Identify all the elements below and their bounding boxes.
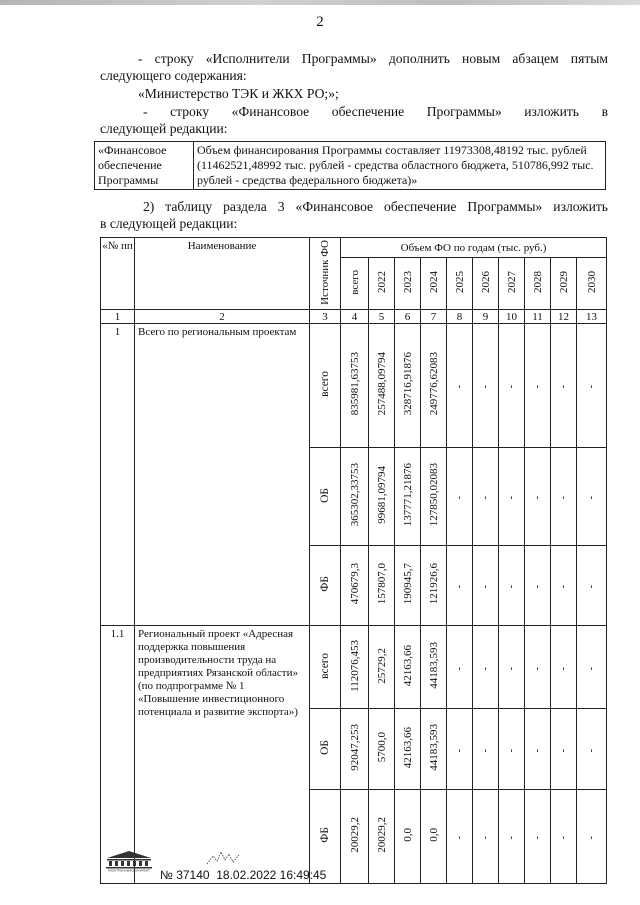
empty-year-cell: - bbox=[473, 448, 499, 546]
empty-year-cell: - bbox=[499, 324, 525, 448]
header-year: 2024 bbox=[421, 258, 447, 310]
empty-year-cell: - bbox=[473, 790, 499, 884]
paragraph-executors-line2: следующего содержания: bbox=[100, 68, 247, 83]
header-num: «№ пп bbox=[101, 238, 135, 310]
scan-top-edge bbox=[0, 0, 640, 5]
header-volume: Объем ФО по годам (тыс. руб.) bbox=[341, 238, 607, 258]
empty-year-cell: - bbox=[577, 448, 607, 546]
year-2023-cell: 137771,21876 bbox=[395, 448, 421, 546]
empty-year-cell: - bbox=[525, 626, 551, 709]
paragraph-finance-line2: следующей редакции: bbox=[100, 121, 228, 136]
total-cell: 835981,63753 bbox=[341, 324, 369, 448]
empty-year-cell: - bbox=[577, 709, 607, 790]
empty-year-cell: - bbox=[525, 546, 551, 626]
col-number: 5 bbox=[369, 310, 395, 324]
total-cell: 20029,2 bbox=[341, 790, 369, 884]
source-cell: ФБ bbox=[310, 546, 341, 626]
year-2023-cell: 328716,91876 bbox=[395, 324, 421, 448]
year-2024-cell: 44183,593 bbox=[421, 709, 447, 790]
financing-table bbox=[100, 237, 607, 884]
source-cell: ОБ bbox=[310, 709, 341, 790]
col-number: 3 bbox=[310, 310, 341, 324]
header-year: 2026 bbox=[473, 258, 499, 310]
empty-year-cell: - bbox=[525, 790, 551, 884]
row-number: 1 bbox=[101, 324, 135, 626]
empty-year-cell: - bbox=[499, 709, 525, 790]
col-number: 1 bbox=[101, 310, 135, 324]
svg-text:ЕЛЕКТРОННЫЙ ДОКУМЕНТ: ЕЛЕКТРОННЫЙ ДОКУМЕНТ bbox=[108, 868, 150, 872]
registration-number: № 37140 bbox=[160, 868, 210, 882]
col-number: 6 bbox=[395, 310, 421, 324]
year-2023-cell: 190945,7 bbox=[395, 546, 421, 626]
year-2022-cell: 20029,2 bbox=[369, 790, 395, 884]
total-cell: 112076,453 bbox=[341, 626, 369, 709]
header-year: 2028 bbox=[525, 258, 551, 310]
col-number: 2 bbox=[135, 310, 310, 324]
year-2022-cell: 99681,09794 bbox=[369, 448, 395, 546]
source-cell: ФБ bbox=[310, 790, 341, 884]
column-number-row bbox=[101, 310, 607, 324]
paragraph-executors-line1: - строку «Исполнители Программы» дополнить новым абзацем пятым bbox=[138, 51, 608, 66]
year-2024-cell: 0,0 bbox=[421, 790, 447, 884]
header-year: 2027 bbox=[499, 258, 525, 310]
header-year: 2023 bbox=[395, 258, 421, 310]
source-cell: всего bbox=[310, 626, 341, 709]
empty-year-cell: - bbox=[447, 324, 473, 448]
col-number: 9 bbox=[473, 310, 499, 324]
empty-year-cell: - bbox=[577, 546, 607, 626]
empty-year-cell: - bbox=[499, 790, 525, 884]
year-2023-cell: 42163,66 bbox=[395, 709, 421, 790]
paragraph-table-line2: в следующей редакции: bbox=[100, 216, 238, 231]
empty-year-cell: - bbox=[551, 448, 577, 546]
empty-year-cell: - bbox=[447, 546, 473, 626]
empty-year-cell: - bbox=[447, 709, 473, 790]
finance-box-label: «Финансовое обеспечение Программы bbox=[95, 142, 194, 190]
empty-year-cell: - bbox=[473, 709, 499, 790]
empty-year-cell: - bbox=[551, 790, 577, 884]
empty-year-cell: - bbox=[525, 324, 551, 448]
empty-year-cell: - bbox=[473, 626, 499, 709]
year-2024-cell: 44183,593 bbox=[421, 626, 447, 709]
header-year: 2029 bbox=[551, 258, 577, 310]
row-name: Всего по региональным проектам bbox=[135, 324, 310, 626]
year-2024-cell: 249776,62083 bbox=[421, 324, 447, 448]
year-2022-cell: 25729,2 bbox=[369, 626, 395, 709]
paragraph-finance-line1: - строку «Финансовое обеспечение Программы» изложить в bbox=[143, 104, 608, 119]
signature-scribble bbox=[205, 846, 245, 868]
header-total: всего bbox=[341, 258, 369, 310]
year-2023-cell: 42163,66 bbox=[395, 626, 421, 709]
quoted-ministry: «Министерство ТЭК и ЖКХ РО;»; bbox=[138, 86, 339, 101]
empty-year-cell: - bbox=[447, 626, 473, 709]
empty-year-cell: - bbox=[525, 709, 551, 790]
year-2022-cell: 5700,0 bbox=[369, 709, 395, 790]
empty-year-cell: - bbox=[447, 448, 473, 546]
header-year: 2030 bbox=[577, 258, 607, 310]
year-2022-cell: 157807,0 bbox=[369, 546, 395, 626]
year-2023-cell: 0,0 bbox=[395, 790, 421, 884]
source-cell: всего bbox=[310, 324, 341, 448]
empty-year-cell: - bbox=[473, 546, 499, 626]
e-document-logo bbox=[103, 850, 155, 872]
header-year: 2022 bbox=[369, 258, 395, 310]
empty-year-cell: - bbox=[551, 626, 577, 709]
header-source: Источник ФО bbox=[310, 238, 341, 310]
row-number: 1.1 bbox=[101, 626, 135, 884]
col-number: 12 bbox=[551, 310, 577, 324]
year-2024-cell: 121926,6 bbox=[421, 546, 447, 626]
header-year: 2025 bbox=[447, 258, 473, 310]
source-cell: ОБ bbox=[310, 448, 341, 546]
col-number: 10 bbox=[499, 310, 525, 324]
header-name: Наименование bbox=[135, 238, 310, 310]
empty-year-cell: - bbox=[551, 324, 577, 448]
table-row bbox=[101, 626, 607, 709]
paragraph-table-line1: 2) таблицу раздела 3 «Финансовое обеспечение Программы» изложить bbox=[143, 199, 608, 214]
year-2022-cell: 257488,09794 bbox=[369, 324, 395, 448]
empty-year-cell: - bbox=[447, 790, 473, 884]
empty-year-cell: - bbox=[499, 626, 525, 709]
col-number: 7 bbox=[421, 310, 447, 324]
empty-year-cell: - bbox=[499, 448, 525, 546]
registration-stamp bbox=[160, 868, 326, 882]
empty-year-cell: - bbox=[577, 324, 607, 448]
empty-year-cell: - bbox=[525, 448, 551, 546]
empty-year-cell: - bbox=[473, 324, 499, 448]
col-number: 13 bbox=[577, 310, 607, 324]
registration-date: 18.02.2022 16:49:45 bbox=[216, 868, 327, 882]
year-2024-cell: 127850,02083 bbox=[421, 448, 447, 546]
empty-year-cell: - bbox=[577, 626, 607, 709]
finance-box-text: Объем финансирования Программы составляет 11973308,48192 тыс. рублей (11462521,48992 тыс. рублей - средства областного бюджета, 510786,992 тыс. рублей - средства федерального бюджета)» bbox=[194, 142, 606, 190]
total-cell: 92047,253 bbox=[341, 709, 369, 790]
total-cell: 470679,3 bbox=[341, 546, 369, 626]
total-cell: 365302,33753 bbox=[341, 448, 369, 546]
col-number: 4 bbox=[341, 310, 369, 324]
col-number: 11 bbox=[525, 310, 551, 324]
row-name: Региональный проект «Адресная поддержка повышения производительности труда на предприятиях Рязанской области» (по подпрограмме № 1 «Повышение инвестиционного потенциала и развитие экспорта») bbox=[135, 626, 310, 884]
empty-year-cell: - bbox=[499, 546, 525, 626]
empty-year-cell: - bbox=[551, 709, 577, 790]
finance-box bbox=[94, 141, 606, 190]
empty-year-cell: - bbox=[551, 546, 577, 626]
empty-year-cell: - bbox=[577, 790, 607, 884]
table-row bbox=[101, 324, 607, 448]
col-number: 8 bbox=[447, 310, 473, 324]
page-number: 2 bbox=[316, 14, 324, 30]
